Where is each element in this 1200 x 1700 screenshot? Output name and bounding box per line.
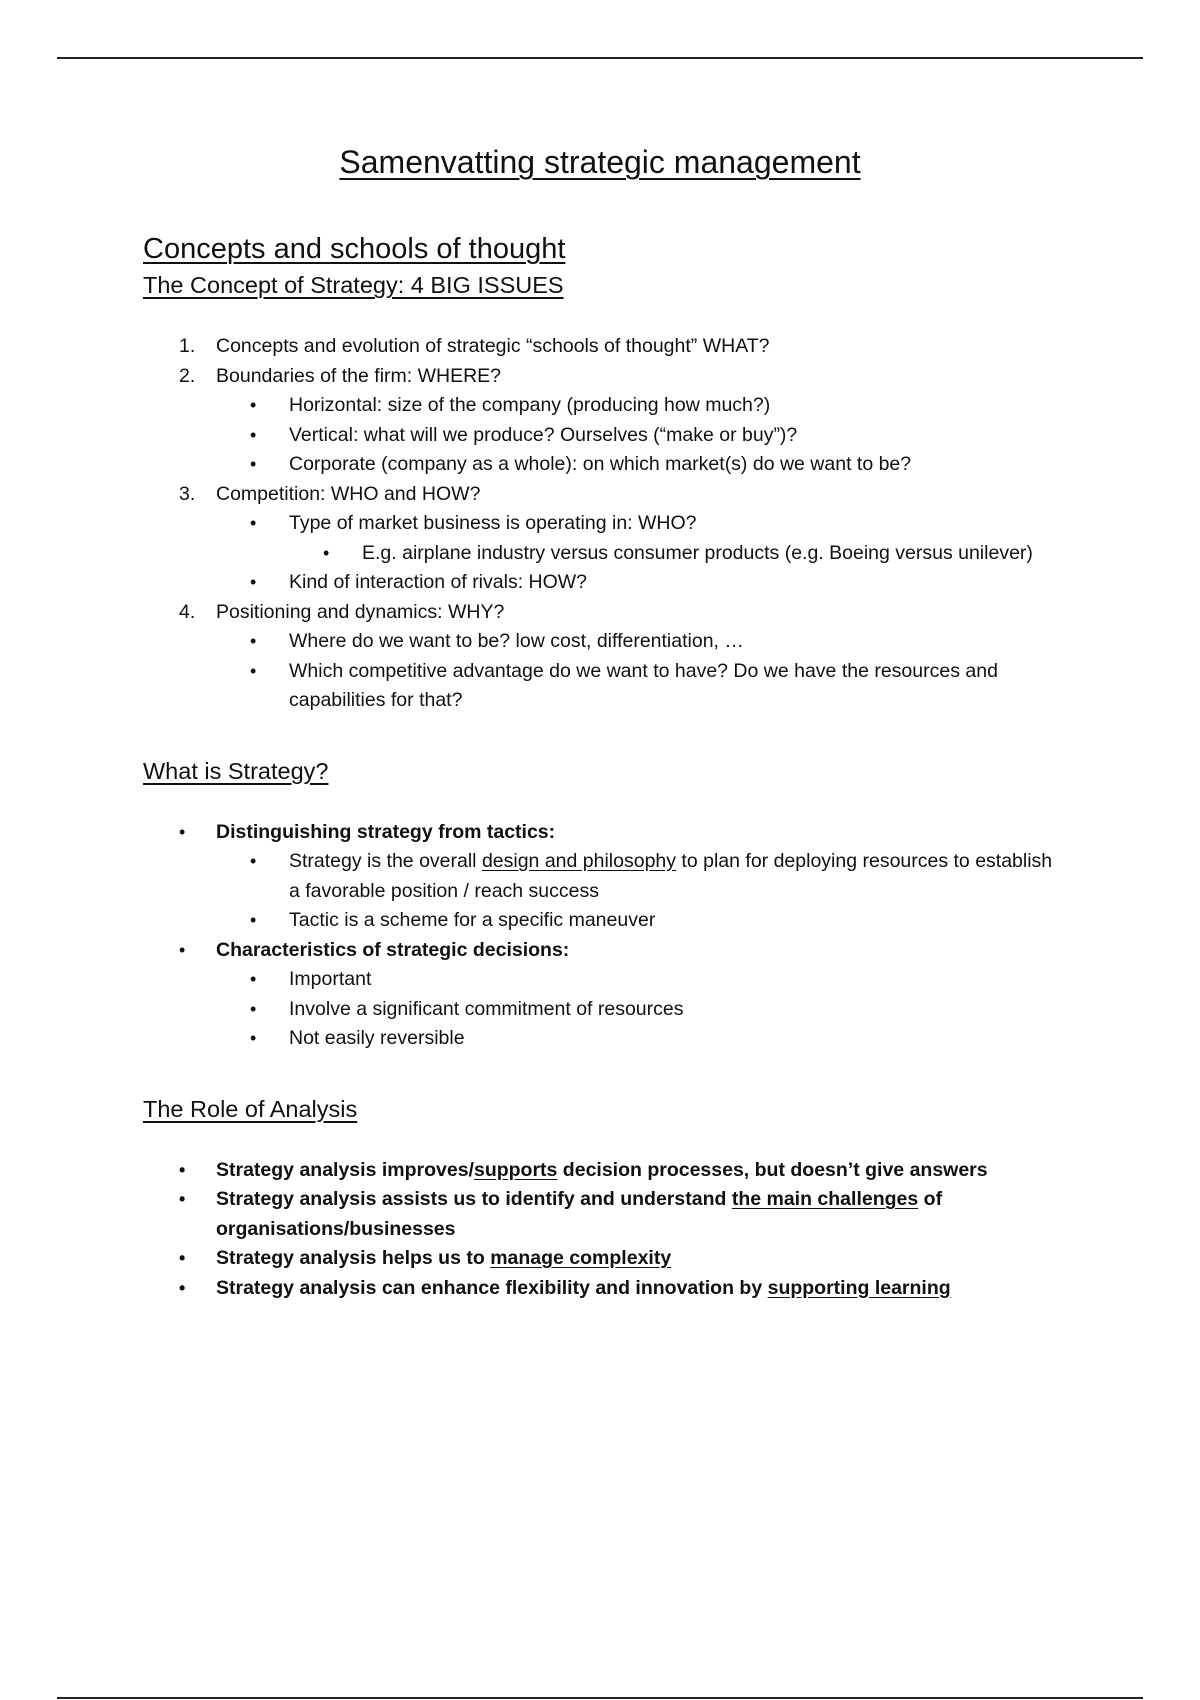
sub-list-item: • Corporate (company as a whole): on which market(s) do we want to be? xyxy=(143,450,1063,480)
list-item xyxy=(143,818,1063,936)
list-item-text: Competition: WHO and HOW? xyxy=(216,482,481,505)
sub-list-item: • Kind of interaction of rivals: HOW? xyxy=(143,568,1063,598)
bullet-icon: • xyxy=(179,1248,186,1268)
list-number: 3. xyxy=(179,482,196,505)
list-item-text: Positioning and dynamics: WHY? xyxy=(216,600,505,623)
footer-rule xyxy=(57,1697,1143,1699)
header-rule xyxy=(57,57,1143,59)
sub-list xyxy=(216,965,1063,1054)
list-item xyxy=(143,362,1063,480)
section-what-is-strategy xyxy=(143,754,1063,1054)
document-body xyxy=(143,230,1063,1303)
list-item xyxy=(143,480,1063,598)
sub-list-item: • Horizontal: size of the company (producing how much?) xyxy=(143,391,1063,421)
section-heading: Concepts and schools of thought xyxy=(143,233,566,265)
bullet-icon: • xyxy=(250,424,257,445)
bullet-icon: • xyxy=(250,910,257,930)
sub-list xyxy=(216,847,1063,936)
list-number: 4. xyxy=(179,600,196,623)
section-concepts xyxy=(143,230,1063,716)
list-item: • Strategy analysis assists us to identify and understand the main challenges of organisations/businesses xyxy=(143,1185,1063,1244)
sub-list-item: • Vertical: what will we produce? Ourselves (“make or buy”)? xyxy=(143,421,1063,451)
list-item: • Strategy analysis improves/supports decision processes, but doesn’t give answers xyxy=(143,1156,1063,1186)
list-item xyxy=(143,936,1063,1054)
list-item xyxy=(143,598,1063,716)
bullet-icon: • xyxy=(250,454,257,474)
bullet-icon: • xyxy=(179,1189,186,1209)
section-heading: What is Strategy? xyxy=(143,757,329,784)
list-number: 2. xyxy=(179,364,196,387)
sub-list-item: • Important xyxy=(143,965,1063,995)
bullet-icon: • xyxy=(250,969,257,989)
bullet-icon: • xyxy=(179,939,186,960)
list-item: • Strategy analysis helps us to manage complexity xyxy=(143,1244,1063,1274)
bullet-icon: • xyxy=(179,1159,186,1180)
sub-list xyxy=(216,391,1063,480)
sub-sub-list xyxy=(289,539,1063,569)
list-item-label: Distinguishing strategy from tactics: xyxy=(216,820,556,843)
sub-list-item: • Tactic is a scheme for a specific maneuver xyxy=(143,906,1063,936)
list-item: • Strategy analysis can enhance flexibility and innovation by supporting learning xyxy=(143,1274,1063,1304)
sub-list-item: • Type of market business is operating in: WHO? • E.g. airplane industry versus consumer products (e.g. Boeing versus unilever) xyxy=(143,509,1063,568)
bullet-icon: • xyxy=(250,998,257,1019)
bullet-icon: • xyxy=(250,631,257,651)
list-item-text: Concepts and evolution of strategic “schools of thought” WHAT? xyxy=(216,335,770,357)
sub-list-item: • Not easily reversible xyxy=(143,1024,1063,1054)
document-title: Samenvatting strategic management xyxy=(339,144,861,180)
bullet-icon: • xyxy=(250,851,257,871)
sub-list xyxy=(216,627,1063,716)
bullet-icon: • xyxy=(179,821,186,842)
sub-list-item: • Where do we want to be? low cost, differentiation, … xyxy=(143,627,1063,657)
bullet-icon: • xyxy=(250,660,257,681)
bullet-icon: • xyxy=(323,542,330,563)
sub-sub-list-item: • E.g. airplane industry versus consumer products (e.g. Boeing versus unilever) xyxy=(143,539,1063,569)
sub-list-item: • Which competitive advantage do we want to have? Do we have the resources and capabilities for that? xyxy=(143,657,1063,716)
list-item-label: Characteristics of strategic decisions: xyxy=(216,938,570,961)
list-item xyxy=(143,332,1063,362)
bullet-icon: • xyxy=(179,1277,186,1298)
bullet-icon: • xyxy=(250,572,257,592)
bullet-icon: • xyxy=(250,513,257,533)
sub-list xyxy=(216,509,1063,598)
list-item-text: Boundaries of the firm: WHERE? xyxy=(216,364,502,387)
bullet-icon: • xyxy=(250,1028,257,1048)
section-subheading: The Concept of Strategy: 4 BIG ISSUES xyxy=(143,272,564,298)
sub-list-item: • Involve a significant commitment of resources xyxy=(143,995,1063,1025)
sub-list-item: • Strategy is the overall design and philosophy to plan for deploying resources to establish a favorable position / reach success xyxy=(143,847,1063,906)
list-number: 1. xyxy=(179,335,196,357)
strategy-list xyxy=(143,818,1063,1054)
big-issues-list xyxy=(143,332,1063,716)
bullet-icon: • xyxy=(250,395,257,415)
section-heading: The Role of Analysis xyxy=(143,1095,358,1122)
analysis-list xyxy=(143,1156,1063,1304)
section-role-of-analysis xyxy=(143,1092,1063,1304)
